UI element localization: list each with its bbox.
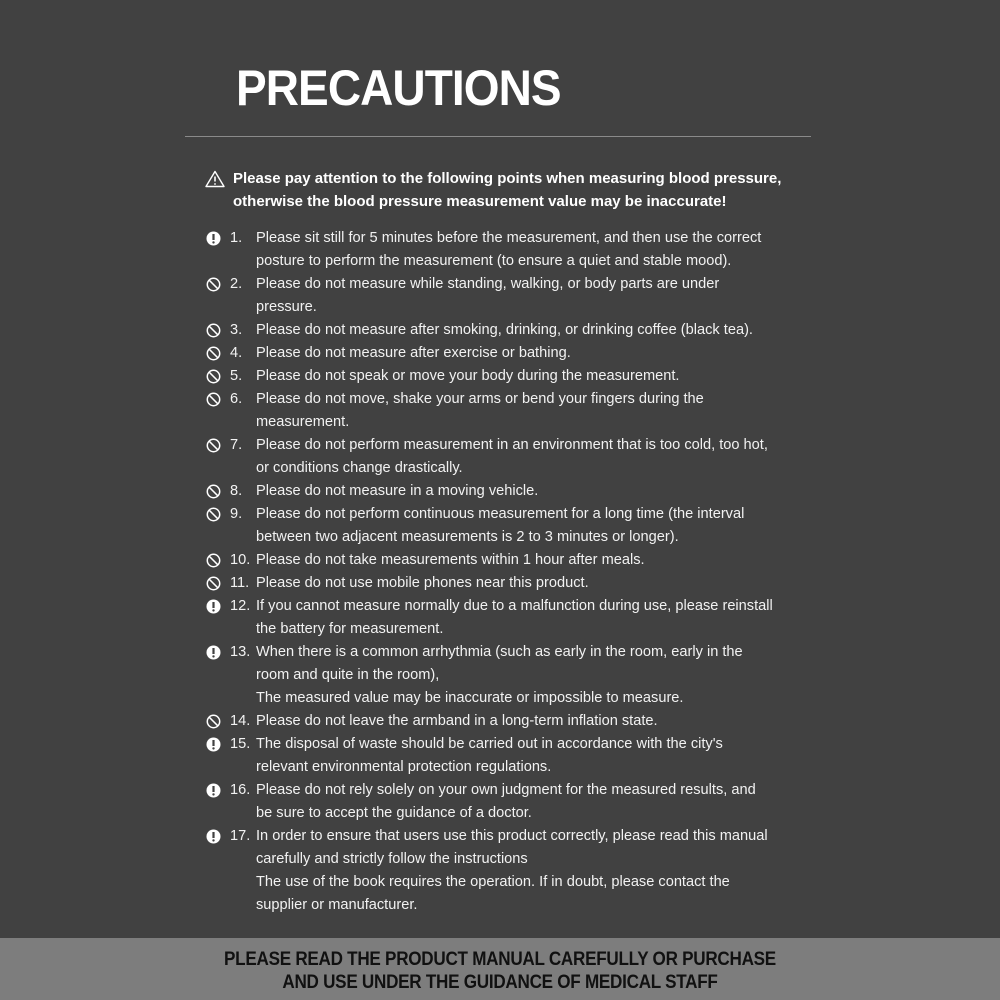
item-text-line: the battery for measurement. <box>256 621 444 637</box>
precaution-item <box>205 779 815 825</box>
warning-line: Please pay attention to the following points when measuring blood pressure, <box>233 170 782 187</box>
title-divider <box>185 136 811 137</box>
item-number: 5. <box>230 368 243 384</box>
item-number: 2. <box>230 276 243 292</box>
item-number: 12. <box>230 598 251 614</box>
prohibited-icon <box>206 484 221 499</box>
item-text-line: Please do not rely solely on your own judgment for the measured results, and <box>256 782 756 798</box>
item-number: 16. <box>230 782 251 798</box>
prohibited-icon <box>206 438 221 453</box>
exclamation-circle-icon <box>206 737 221 752</box>
item-number: 4. <box>230 345 243 361</box>
item-text-line: relevant environmental protection regulations. <box>256 759 552 775</box>
prohibited-icon <box>206 277 221 292</box>
item-text-line: be sure to accept the guidance of a doctor. <box>256 805 532 821</box>
item-text-line: In order to ensure that users use this product correctly, please read this manual <box>256 828 768 844</box>
item-text-line: or conditions change drastically. <box>256 460 463 476</box>
item-text-line: Please do not measure after exercise or bathing. <box>256 345 571 361</box>
precaution-item <box>205 733 815 779</box>
precaution-item <box>205 825 815 917</box>
item-text-line: If you cannot measure normally due to a malfunction during use, please reinstall <box>256 598 773 614</box>
precaution-item <box>205 480 815 503</box>
exclamation-circle-icon <box>206 599 221 614</box>
item-text-line: The disposal of waste should be carried out in accordance with the city's <box>256 736 723 752</box>
item-text-line: between two adjacent measurements is 2 to 3 minutes or longer). <box>256 529 679 545</box>
exclamation-circle-icon <box>206 645 221 660</box>
exclamation-circle-icon <box>206 829 221 844</box>
precaution-item <box>205 342 815 365</box>
item-text-line: Please do not perform measurement in an environment that is too cold, too hot, <box>256 437 768 453</box>
prohibited-icon <box>206 553 221 568</box>
exclamation-circle-icon <box>206 231 221 246</box>
item-text-line: Please do not speak or move your body during the measurement. <box>256 368 680 384</box>
item-number: 14. <box>230 713 251 729</box>
item-text-line: Please do not measure in a moving vehicle. <box>256 483 539 499</box>
prohibited-icon <box>206 507 221 522</box>
item-text-line: Please do not measure while standing, walking, or body parts are under <box>256 276 720 292</box>
item-text-line: When there is a common arrhythmia (such as early in the room, early in the <box>256 644 743 660</box>
item-number: 3. <box>230 322 243 338</box>
prohibited-icon <box>206 346 221 361</box>
item-number: 13. <box>230 644 251 660</box>
precaution-item <box>205 572 815 595</box>
item-number: 9. <box>230 506 243 522</box>
page-title: PRECAUTIONS <box>236 60 561 116</box>
prohibited-icon <box>206 714 221 729</box>
item-text-line: The measured value may be inaccurate or impossible to measure. <box>256 690 684 706</box>
item-text-line: supplier or manufacturer. <box>256 897 418 913</box>
warning-triangle-icon <box>205 170 225 188</box>
precaution-item <box>205 641 815 710</box>
precaution-item <box>205 595 815 641</box>
item-text-line: pressure. <box>256 299 317 315</box>
prohibited-icon <box>206 369 221 384</box>
precaution-item <box>205 365 815 388</box>
item-number: 6. <box>230 391 243 407</box>
item-text-line: Please do not measure after smoking, drinking, or drinking coffee (black tea). <box>256 322 753 338</box>
precaution-item <box>205 273 815 319</box>
item-number: 17. <box>230 828 251 844</box>
item-text-line: Please do not leave the armband in a long-term inflation state. <box>256 713 658 729</box>
item-number: 15. <box>230 736 251 752</box>
item-number: 8. <box>230 483 243 499</box>
precaution-item <box>205 710 815 733</box>
precaution-item <box>205 503 815 549</box>
exclamation-circle-icon <box>206 783 221 798</box>
item-text-line: carefully and strictly follow the instructions <box>256 851 528 867</box>
item-text-line: room and quite in the room), <box>256 667 440 683</box>
precaution-item <box>205 549 815 572</box>
prohibited-icon <box>206 576 221 591</box>
item-text-line: Please do not take measurements within 1 hour after meals. <box>256 552 645 568</box>
item-text-line: posture to perform the measurement (to ensure a quiet and stable mood). <box>256 253 732 269</box>
warning-notice <box>205 167 815 213</box>
prohibited-icon <box>206 323 221 338</box>
precaution-list <box>205 227 815 917</box>
footer-line: PLEASE READ THE PRODUCT MANUAL CAREFULLY OR PURCHASE <box>224 949 776 970</box>
precaution-item <box>205 227 815 273</box>
item-number: 1. <box>230 230 243 246</box>
item-text-line: Please do not use mobile phones near this product. <box>256 575 589 591</box>
prohibited-icon <box>206 392 221 407</box>
precaution-item <box>205 388 815 434</box>
item-number: 7. <box>230 437 243 453</box>
footer-banner <box>0 938 1000 1000</box>
warning-line: otherwise the blood pressure measurement value may be inaccurate! <box>233 193 727 210</box>
precaution-item <box>205 434 815 480</box>
item-text-line: The use of the book requires the operation. If in doubt, please contact the <box>256 874 730 890</box>
item-number: 10. <box>230 552 251 568</box>
item-text-line: measurement. <box>256 414 350 430</box>
item-number: 11. <box>230 575 250 591</box>
item-text-line: Please do not move, shake your arms or bend your fingers during the <box>256 391 704 407</box>
precaution-item <box>205 319 815 342</box>
item-text-line: Please do not perform continuous measurement for a long time (the interval <box>256 506 745 522</box>
item-text-line: Please sit still for 5 minutes before the measurement, and then use the correct <box>256 230 762 246</box>
footer-line: AND USE UNDER THE GUIDANCE OF MEDICAL STAFF <box>282 972 718 993</box>
